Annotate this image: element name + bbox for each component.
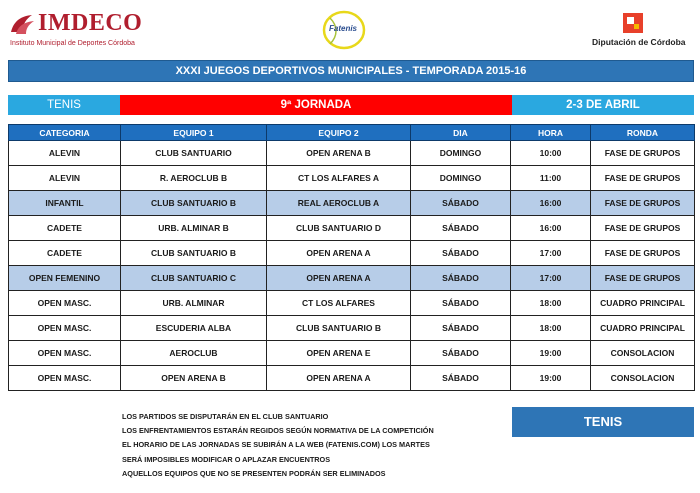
page-title: XXXI JUEGOS DEPORTIVOS MUNICIPALES - TEMPORADA 2015-16 (8, 60, 694, 82)
column-header-hora: HORA (511, 125, 591, 141)
cell-equipo-1: URB. ALMINAR B (121, 216, 267, 241)
column-header-equipo-1: EQUIPO 1 (121, 125, 267, 141)
cell-categoria: ALEVIN (9, 141, 121, 166)
note-item: EL HORARIO DE LAS JORNADAS SE SUBIRÁN A LA WEB (FATENIS.COM) LOS MARTES (122, 440, 430, 450)
dates-label: 2-3 DE ABRIL (512, 95, 694, 115)
cell-equipo-1: CLUB SANTUARIO B (121, 191, 267, 216)
table-row (9, 266, 695, 291)
diputacion-logo (592, 12, 686, 52)
cell-ronda: CONSOLACION (591, 366, 695, 391)
cell-equipo-1: CLUB SANTUARIO C (121, 266, 267, 291)
cell-equipo-2: OPEN ARENA A (267, 266, 411, 291)
table-row (9, 216, 695, 241)
cell-equipo-2: OPEN ARENA A (267, 241, 411, 266)
sport-label: TENIS (8, 95, 120, 115)
cell-hora: 10:00 (511, 141, 591, 166)
cell-categoria: OPEN FEMENINO (9, 266, 121, 291)
cell-hora: 17:00 (511, 266, 591, 291)
note-item: LOS PARTIDOS SE DISPUTARÁN EN EL CLUB SANTUARIO (122, 412, 329, 421)
cell-ronda: FASE DE GRUPOS (591, 241, 695, 266)
cell-dia: SÁBADO (411, 266, 511, 291)
cell-hora: 17:00 (511, 241, 591, 266)
cell-equipo-2: OPEN ARENA A (267, 366, 411, 391)
imdeco-subtitle: Instituto Municipal de Deportes Córdoba (10, 40, 135, 47)
cell-dia: SÁBADO (411, 191, 511, 216)
cell-categoria: OPEN MASC. (9, 316, 121, 341)
cell-categoria: CADETE (9, 241, 121, 266)
table-row (9, 366, 695, 391)
cell-categoria: OPEN MASC. (9, 366, 121, 391)
cell-equipo-1: OPEN ARENA B (121, 366, 267, 391)
fatenis-name: Fatenis (329, 24, 358, 33)
cell-ronda: CUADRO PRINCIPAL (591, 316, 695, 341)
note-item: AQUELLOS EQUIPOS QUE NO SE PRESENTEN PODRÁN SER ELIMINADOS (122, 468, 386, 478)
cell-dia: SÁBADO (411, 241, 511, 266)
cell-ronda: FASE DE GRUPOS (591, 266, 695, 291)
cell-equipo-1: AEROCLUB (121, 341, 267, 366)
cell-ronda: FASE DE GRUPOS (591, 216, 695, 241)
cell-equipo-1: CLUB SANTUARIO B (121, 241, 267, 266)
column-header-ronda: RONDA (591, 125, 695, 141)
imdeco-name: IMDECO (38, 10, 143, 36)
footer-sport-label: TENIS (512, 407, 694, 437)
cell-categoria: OPEN MASC. (9, 341, 121, 366)
cell-hora: 11:00 (511, 166, 591, 191)
imdeco-emblem-icon (8, 12, 36, 38)
cell-ronda: CUADRO PRINCIPAL (591, 291, 695, 316)
cell-hora: 18:00 (511, 316, 591, 341)
cell-hora: 19:00 (511, 366, 591, 391)
cell-equipo-2: OPEN ARENA E (267, 341, 411, 366)
notes-list (122, 410, 502, 481)
cell-equipo-1: CLUB SANTUARIO (121, 141, 267, 166)
note-item: LOS ENFRENTAMIENTOS ESTARÁN REGIDOS SEGÚN NORMATIVA DE LA COMPETICIÓN (122, 426, 434, 436)
table-header-row (9, 125, 695, 141)
schedule-table (8, 124, 695, 391)
column-header-categoria: CATEGORIA (9, 125, 121, 141)
cell-equipo-2: CLUB SANTUARIO B (267, 316, 411, 341)
cell-categoria: CADETE (9, 216, 121, 241)
cell-categoria: OPEN MASC. (9, 291, 121, 316)
cell-dia: SÁBADO (411, 366, 511, 391)
table-row (9, 316, 695, 341)
table-row (9, 141, 695, 166)
diputacion-name: Diputación de Córdoba (592, 37, 686, 47)
cell-categoria: ALEVIN (9, 166, 121, 191)
table-row (9, 166, 695, 191)
cell-equipo-2: REAL AEROCLUB A (267, 191, 411, 216)
cell-hora: 18:00 (511, 291, 591, 316)
table-row (9, 241, 695, 266)
cell-ronda: FASE DE GRUPOS (591, 191, 695, 216)
cell-equipo-1: ESCUDERIA ALBA (121, 316, 267, 341)
cell-equipo-1: R. AEROCLUB B (121, 166, 267, 191)
cell-hora: 19:00 (511, 341, 591, 366)
cell-categoria: INFANTIL (9, 191, 121, 216)
cell-equipo-2: CLUB SANTUARIO D (267, 216, 411, 241)
table-row (9, 341, 695, 366)
cell-equipo-2: OPEN ARENA B (267, 141, 411, 166)
round-label: 9ª JORNADA (120, 95, 512, 115)
cell-equipo-2: CT LOS ALFARES (267, 291, 411, 316)
column-header-dia: DIA (411, 125, 511, 141)
fatenis-logo (322, 10, 370, 50)
cell-dia: DOMINGO (411, 141, 511, 166)
cell-dia: DOMINGO (411, 166, 511, 191)
cell-dia: SÁBADO (411, 216, 511, 241)
cell-equipo-2: CT LOS ALFARES A (267, 166, 411, 191)
cell-dia: SÁBADO (411, 341, 511, 366)
cell-ronda: CONSOLACION (591, 341, 695, 366)
note-item: SERÁ IMPOSIBLES MODIFICAR O APLAZAR ENCUENTROS (122, 454, 331, 464)
cell-dia: SÁBADO (411, 291, 511, 316)
cell-hora: 16:00 (511, 191, 591, 216)
cell-hora: 16:00 (511, 216, 591, 241)
table-row (9, 291, 695, 316)
diputacion-emblem-icon (622, 12, 644, 34)
cell-ronda: FASE DE GRUPOS (591, 166, 695, 191)
cell-ronda: FASE DE GRUPOS (591, 141, 695, 166)
cell-dia: SÁBADO (411, 316, 511, 341)
table-row (9, 191, 695, 216)
column-header-equipo-2: EQUIPO 2 (267, 125, 411, 141)
cell-equipo-1: URB. ALMINAR (121, 291, 267, 316)
imdeco-logo (8, 10, 158, 50)
